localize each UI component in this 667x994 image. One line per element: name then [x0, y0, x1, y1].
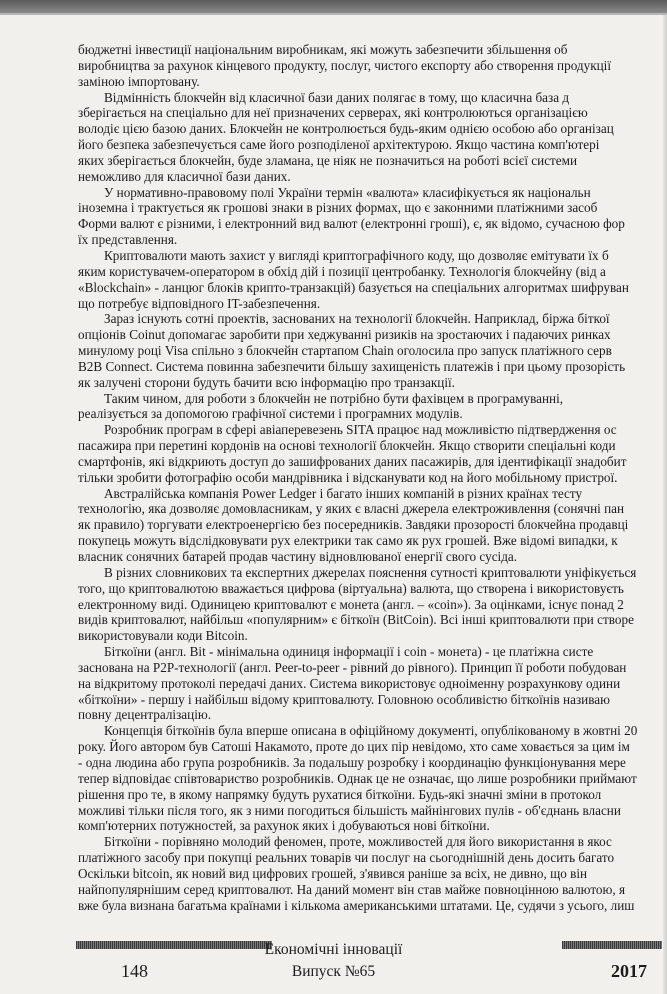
issue-number: Випуск №65	[291, 963, 376, 980]
text-line: року. Його автором був Сатоші Накамото, проте до цих пір невідомо, хто саме ховається за цим ім	[78, 739, 630, 755]
text-line: тільки зробити фотографію особи мандрівника і відсканувати код на його мобільному пристрої.	[78, 469, 618, 485]
text-line: Біткоїни - порівняно молодий феномен, проте, можливостей для його використання в якос	[104, 834, 612, 850]
text-line: яких зберігається блокчейн, буде зламана, це ніяк не позначиться на роботі всієї системи	[78, 152, 578, 168]
text-line: рішення про те, в якому напрямку будуть рухатися біткоїни. Будь-які значні зміни в протокол	[78, 786, 602, 802]
text-line: бюджетні інвестиції національним виробникам, які можуть забезпечити збільшення об	[78, 42, 568, 57]
scan-top-line	[0, 13, 667, 15]
article-body	[78, 42, 667, 913]
journal-title: Економічні інновації	[264, 941, 403, 958]
text-line: можливі тільки після того, як з ними погодиться більшість майнінгових пулів - об'єднань власни	[78, 802, 621, 818]
text-line: смартфонів, які відкриють доступ до зашифрованих даних пасажирів, для ідентифікації знадобит	[78, 453, 627, 469]
text-line: повну децентралізацію.	[78, 707, 212, 723]
text-line: - одна людина або група розробників. За подальшу розробку і координацію функціонування мере	[78, 754, 626, 770]
text-line: реалізується за допомогою графічної системи і програмних модулів.	[78, 406, 463, 422]
text-line: Концепція біткоїнів була вперше описана в офіційному документі, опублікованому в жовтні 20	[104, 723, 638, 739]
text-line: покупець можуть відслідковувати рух електрики так само як рух грошей. Вже відомі випадки, к	[78, 533, 618, 549]
text-line: його безпека забезпечується саме його розподіленої архітектурою. Якщо частина комп'ютері	[78, 137, 600, 153]
text-line: «Blockchain» - ланцюг блоків крипто-транзакцій) базується на спеціальних алгоритмах шифруван	[78, 279, 629, 295]
text-line: минулому році Visa спільно з блокчейн стартапом Chain оголосила про запуск платіжного серв	[78, 343, 612, 359]
text-line: того, що криптовалютою вважається цифрова (віртуальна) валюта, що створена і використовуєть	[78, 580, 624, 596]
text-line: Зараз існують сотні проектів, заснованих на технології блокчейн. Наприклад, біржа біткої	[104, 311, 610, 327]
text-line: володіє цією базою даних. Блокчейн не контролюється будь-яким однією особою або організац	[78, 121, 614, 137]
text-line: вже була визнана багатьма країнами і кількома американськими штатами. Це, судячи з усього, лиш	[78, 897, 635, 913]
text-line: У нормативно-правовому полі України термін «валюта» класифікується як національн	[104, 184, 591, 200]
text-line: найпопулярнішим серед криптовалют. На даний момент він став майже повноцінною валютою, я	[78, 881, 626, 897]
text-line: Біткоїни (англ. Bit - мінімальна одиниця інформації і coin - монета) - це платіжна систе	[104, 644, 594, 660]
text-line: зберігається на спеціально для неї призначених серверах, які контролюються організацією	[78, 105, 588, 121]
text-line: що потребує відповідного IT-забезпечення.	[78, 295, 321, 311]
text-line: власник сонячних батарей продав частину відновлюваної енергії свого сусіда.	[78, 549, 518, 564]
text-line: Таким чином, для роботи з блокчейн не потрібно бути фахівцем в програмуванні,	[104, 390, 564, 406]
text-line: неможливо для класичної бази даних.	[78, 168, 291, 184]
text-line: заснована на P2P-технології (англ. Peer-to-peer - рівний до рівного). Принцип її роботи побудован	[78, 659, 627, 675]
text-line: B2B Connect. Система повинна забезпечити більшу захищеність платежів і при цьому прозорість	[78, 358, 626, 374]
text-line: Оскільки bitcoin, як новий вид цифрових грошей, з'явився раніше за всіх, не дивно, що він	[78, 865, 588, 881]
text-line: пасажира при перетині кордонів на основі технології блокчейн. Якщо створити спеціальні коди	[78, 438, 616, 454]
text-line: тепер відповідає співтовариство розробників. Однак це не означає, що лише розробники приймают	[78, 770, 637, 786]
text-line: на відкритому протоколі передачі даних. Система використовує одноіменну розрахункову одини	[78, 675, 621, 691]
text-line: опціонів Coinut допомагає заробити при хеджуванні ризиків на зростаючих і падаючих ринках	[78, 327, 611, 343]
text-line: Криптовалюти мають захист у вигляді криптографічного коду, що дозволяє емітувати їх б	[104, 247, 609, 263]
publication-year: 2017	[611, 961, 647, 981]
text-line: Відмінність блокчейн від класичної бази даних полягає в тому, що класична база д	[104, 89, 570, 105]
text-line: їх представлення.	[78, 232, 178, 248]
scan-top-edge	[0, 0, 667, 13]
text-line: комп'ютерних потужностей, за рахунок яких і добуваються нові біткоїни.	[78, 818, 490, 834]
text-line: Форми валют є різними, і електронний вид валют (електронні гроші), є, як відомо, сучасною фор	[78, 216, 625, 232]
text-line: виробництва за рахунок кінцевого продукту, послуг, чистого експорту або створення продукції	[78, 57, 611, 73]
text-line: заміною імпортовану.	[78, 73, 200, 89]
text-line: як правило) торгувати електроенергією без посередників. Завдяки прозорості блокчейна продавці	[78, 517, 629, 533]
text-line: Розробник програм в сфері авіаперевезень SITA працює над можливістю підтвердження ос	[104, 422, 617, 438]
text-line: В різних словникових та експертних джерелах пояснення сутності криптовалюти уніфікується	[104, 564, 637, 580]
text-line: видів криптовалют, найбільш «популярним» є біткоїн (BitCoin). Всі інші криптовалюти при створе	[78, 612, 634, 628]
text-line: платіжного засобу при покупці реальних товарів чи послуг на сьогоднішній день досить багато	[78, 850, 615, 866]
text-line: Австралійська компанія Power Ledger і багато інших компаній в різних країнах тесту	[104, 485, 583, 501]
text-line: використовували коди Bitcoin.	[78, 628, 248, 644]
text-line: технологію, яка дозволяє домовласникам, у яких є власні джерела електроживлення (сонячні пан	[78, 501, 625, 517]
text-line: електронному виді. Одиницею криптовалют є монета (англ. – «coin»). За оцінками, існує понад 2	[78, 596, 624, 612]
text-line: як залучені сторони будуть бачити всю інформацію про транзакції.	[78, 374, 455, 390]
page-number: 148	[121, 961, 148, 981]
text-line: яким користувачем-оператором в обхід дій і позиції центробанку. Технологія блокчейну (від а	[78, 263, 606, 279]
text-line: іноземна і трактується як грошові знаки в різних формах, що є законними платіжними засоб	[78, 200, 598, 216]
text-line: «біткоїни» - першу і найбільш відому криптовалюту. Головною особливістю біткоїнів називаю	[78, 691, 610, 707]
